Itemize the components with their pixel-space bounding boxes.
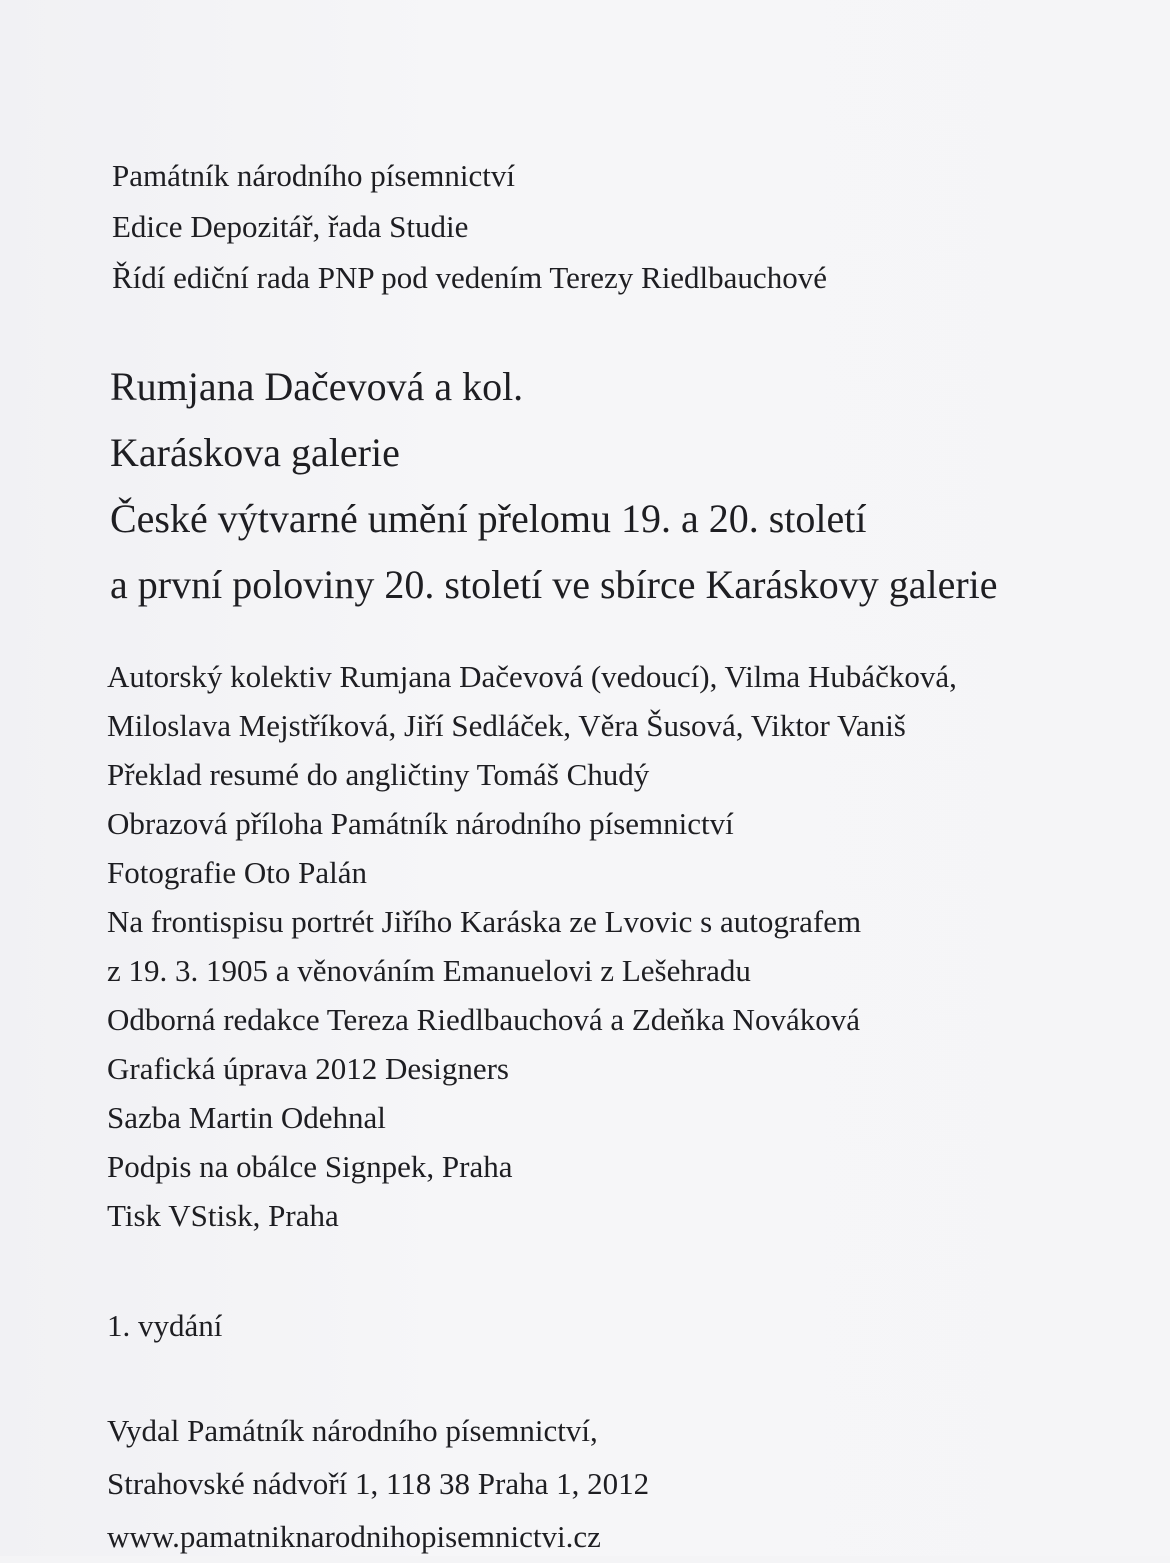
credit-line: Na frontispisu portrét Jiřího Karáska ze Lvovic s autografem (107, 904, 862, 939)
publisher-name: Vydal Památník národního písemnictví, (107, 1413, 598, 1448)
publisher-website: www.pamatniknarodnihopisemnictvi.cz (107, 1519, 601, 1554)
publisher-info (107, 1404, 649, 1563)
editorial-board: Řídí ediční rada PNP pod vedením Terezy Riedlbauchové (112, 260, 827, 295)
book-title: Karáskova galerie (110, 430, 400, 475)
credits-list (107, 652, 957, 1240)
credit-line: Tisk VStisk, Praha (107, 1198, 339, 1233)
edition-label: 1. vydání (107, 1308, 223, 1343)
edition-series: Edice Depozitář, řada Studie (112, 209, 469, 244)
credit-line: Miloslava Mejstříková, Jiří Sedláček, Věra Šusová, Viktor Vaniš (107, 708, 906, 743)
credit-line: Překlad resumé do angličtiny Tomáš Chudý (107, 757, 650, 792)
credit-line: Sazba Martin Odehnal (107, 1100, 386, 1135)
publisher-address: Strahovské nádvoří 1, 118 38 Praha 1, 2012 (107, 1466, 650, 1501)
credit-line: z 19. 3. 1905 a věnováním Emanuelovi z Lešehradu (107, 953, 751, 988)
series-info (112, 150, 827, 303)
book-subtitle-line-2: a první poloviny 20. století ve sbírce Karáskovy galerie (110, 562, 998, 607)
credit-line: Fotografie Oto Palán (107, 855, 368, 890)
credit-line: Obrazová příloha Památník národního písemnictví (107, 806, 734, 841)
edition-number (107, 1301, 222, 1350)
credit-line: Grafická úprava 2012 Designers (107, 1051, 509, 1086)
credit-line: Podpis na obálce Signpek, Praha (107, 1149, 513, 1184)
credit-line: Odborná redakce Tereza Riedlbauchová a Zdeňka Nováková (107, 1002, 860, 1037)
publisher-institution: Památník národního písemnictví (112, 158, 515, 193)
book-author: Rumjana Dačevová a kol. (110, 364, 524, 409)
book-subtitle-line-1: České výtvarné umění přelomu 19. a 20. století (110, 496, 867, 541)
book-title-block (110, 354, 998, 618)
credit-line: Autorský kolektiv Rumjana Dačevová (vedoucí), Vilma Hubáčková, (107, 659, 957, 694)
